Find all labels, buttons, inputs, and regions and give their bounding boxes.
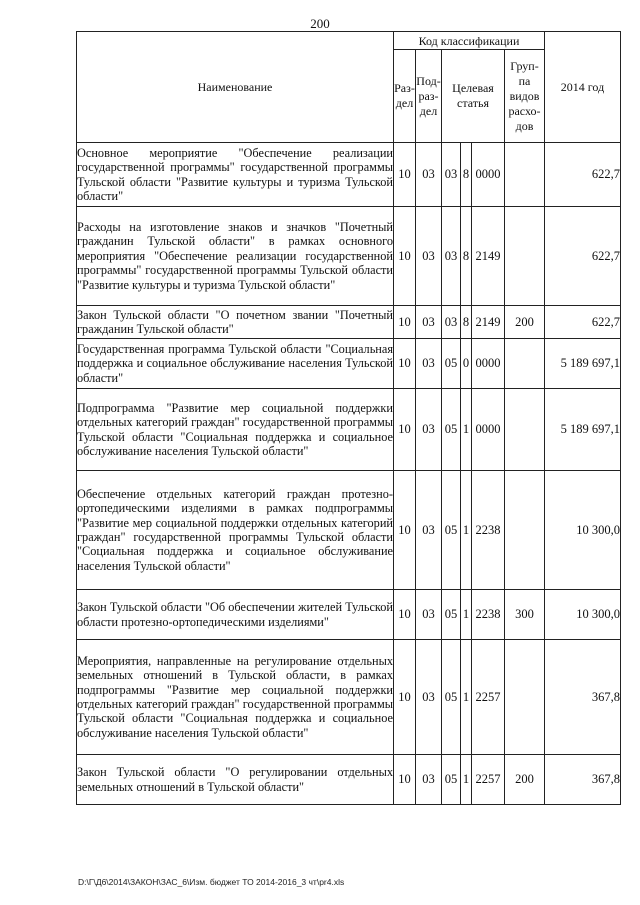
row-amount: 5 189 697,1 xyxy=(545,389,621,471)
row-cs-direction: 2257 xyxy=(472,640,505,755)
row-razdel: 10 xyxy=(394,640,416,755)
row-cs-direction: 2257 xyxy=(472,755,505,805)
table-row xyxy=(77,755,621,805)
row-vr: 200 xyxy=(505,306,545,339)
row-cs-direction: 0000 xyxy=(472,143,505,207)
row-vr xyxy=(505,207,545,306)
row-name: Подпрограмма "Развитие мер социальной поддержки отдельных категорий граждан" государственной программы Тульской области "Социальная поддержка и социальное обслуживание населения Тульской области" xyxy=(77,389,394,471)
row-cs-subprogram: 1 xyxy=(461,471,472,590)
row-vr xyxy=(505,640,545,755)
row-razdel: 10 xyxy=(394,306,416,339)
row-podrazdel: 03 xyxy=(416,143,442,207)
row-razdel: 10 xyxy=(394,471,416,590)
row-cs-program: 03 xyxy=(442,306,461,339)
table-row xyxy=(77,471,621,590)
row-vr xyxy=(505,143,545,207)
row-name: Основное мероприятие "Обеспечение реализации государственной программы" государственной программы Тульской области "Развитие культуры и туризма Тульской области" xyxy=(77,143,394,207)
row-cs-direction: 2149 xyxy=(472,207,505,306)
row-vr xyxy=(505,339,545,389)
row-cs-direction: 0000 xyxy=(472,339,505,389)
row-podrazdel: 03 xyxy=(416,640,442,755)
table-row xyxy=(77,590,621,640)
row-podrazdel: 03 xyxy=(416,306,442,339)
row-cs-program: 05 xyxy=(442,640,461,755)
header-podrazdel: Под-раз-дел xyxy=(416,50,442,143)
row-podrazdel: 03 xyxy=(416,339,442,389)
row-cs-direction: 0000 xyxy=(472,389,505,471)
header-classification: Код классификации xyxy=(394,32,545,50)
row-amount: 10 300,0 xyxy=(545,471,621,590)
header-celevaya: Целевая статья xyxy=(442,50,505,143)
row-podrazdel: 03 xyxy=(416,207,442,306)
row-cs-direction: 2238 xyxy=(472,590,505,640)
row-name: Закон Тульской области "О регулировании отдельных земельных отношений в Тульской области" xyxy=(77,755,394,805)
row-vr: 300 xyxy=(505,590,545,640)
header-gruppa: Груп-па видов расхо-дов xyxy=(505,50,545,143)
row-amount: 367,8 xyxy=(545,755,621,805)
page-number: 200 xyxy=(310,16,330,31)
row-amount: 622,7 xyxy=(545,306,621,339)
table-row xyxy=(77,640,621,755)
row-razdel: 10 xyxy=(394,755,416,805)
row-podrazdel: 03 xyxy=(416,590,442,640)
row-podrazdel: 03 xyxy=(416,389,442,471)
row-razdel: 10 xyxy=(394,389,416,471)
row-name: Закон Тульской области "Об обеспечении жителей Тульской области протезно-ортопедическими изделиями" xyxy=(77,590,394,640)
budget-table xyxy=(76,31,621,805)
header-name: Наименование xyxy=(77,32,394,143)
row-cs-program: 03 xyxy=(442,207,461,306)
row-vr xyxy=(505,471,545,590)
row-vr xyxy=(505,389,545,471)
row-vr: 200 xyxy=(505,755,545,805)
header-razdel: Раз-дел xyxy=(394,50,416,143)
row-podrazdel: 03 xyxy=(416,471,442,590)
row-cs-subprogram: 1 xyxy=(461,640,472,755)
table-row xyxy=(77,389,621,471)
row-razdel: 10 xyxy=(394,339,416,389)
row-name: Государственная программа Тульской области "Социальная поддержка и социальное обслуживание населения Тульской области" xyxy=(77,339,394,389)
row-cs-program: 05 xyxy=(442,590,461,640)
file-path-footer: D:\Г\Д6\2014\ЗАКОН\ЗАС_6\Изм. бюджет ТО 2014-2016_3 чт\pr4.xls xyxy=(78,877,345,887)
row-razdel: 10 xyxy=(394,207,416,306)
row-razdel: 10 xyxy=(394,590,416,640)
row-amount: 10 300,0 xyxy=(545,590,621,640)
row-cs-program: 05 xyxy=(442,339,461,389)
row-amount: 622,7 xyxy=(545,143,621,207)
row-cs-program: 05 xyxy=(442,389,461,471)
row-amount: 622,7 xyxy=(545,207,621,306)
row-amount: 367,8 xyxy=(545,640,621,755)
row-cs-direction: 2238 xyxy=(472,471,505,590)
row-cs-subprogram: 1 xyxy=(461,590,472,640)
row-name: Обеспечение отдельных категорий граждан протезно-ортопедическими изделиями в рамках подпрограммы "Развитие мер социальной поддержки отдельных категорий граждан" государственной программы Тульской области "Социальная поддержка и социальное обслуживание населения Тульской области" xyxy=(77,471,394,590)
row-name: Расходы на изготовление знаков и значков "Почетный гражданин Тульской области" в рамках основного мероприятия "Обеспечение реализации государственной программы" государственной программы Тульской области "Развитие культуры и туризма Тульской области" xyxy=(77,207,394,306)
row-cs-subprogram: 0 xyxy=(461,339,472,389)
row-cs-subprogram: 1 xyxy=(461,389,472,471)
row-razdel: 10 xyxy=(394,143,416,207)
row-cs-program: 05 xyxy=(442,755,461,805)
row-cs-program: 05 xyxy=(442,471,461,590)
row-cs-subprogram: 1 xyxy=(461,755,472,805)
row-cs-subprogram: 8 xyxy=(461,143,472,207)
table-row xyxy=(77,143,621,207)
table-row xyxy=(77,339,621,389)
table-row xyxy=(77,306,621,339)
row-amount: 5 189 697,1 xyxy=(545,339,621,389)
row-cs-direction: 2149 xyxy=(472,306,505,339)
row-cs-subprogram: 8 xyxy=(461,207,472,306)
header-year: 2014 год xyxy=(545,32,621,143)
row-name: Мероприятия, направленные на регулирование отдельных земельных отношений в Тульской области, в рамках подпрограммы "Развитие мер социальной поддержки отдельных категорий граждан" государственной программы Тульской области "Социальная поддержка и социальное обслуживание населения Тульской области" xyxy=(77,640,394,755)
table-row xyxy=(77,207,621,306)
row-cs-program: 03 xyxy=(442,143,461,207)
row-cs-subprogram: 8 xyxy=(461,306,472,339)
row-name: Закон Тульской области "О почетном звании "Почетный гражданин Тульской области" xyxy=(77,306,394,339)
row-podrazdel: 03 xyxy=(416,755,442,805)
